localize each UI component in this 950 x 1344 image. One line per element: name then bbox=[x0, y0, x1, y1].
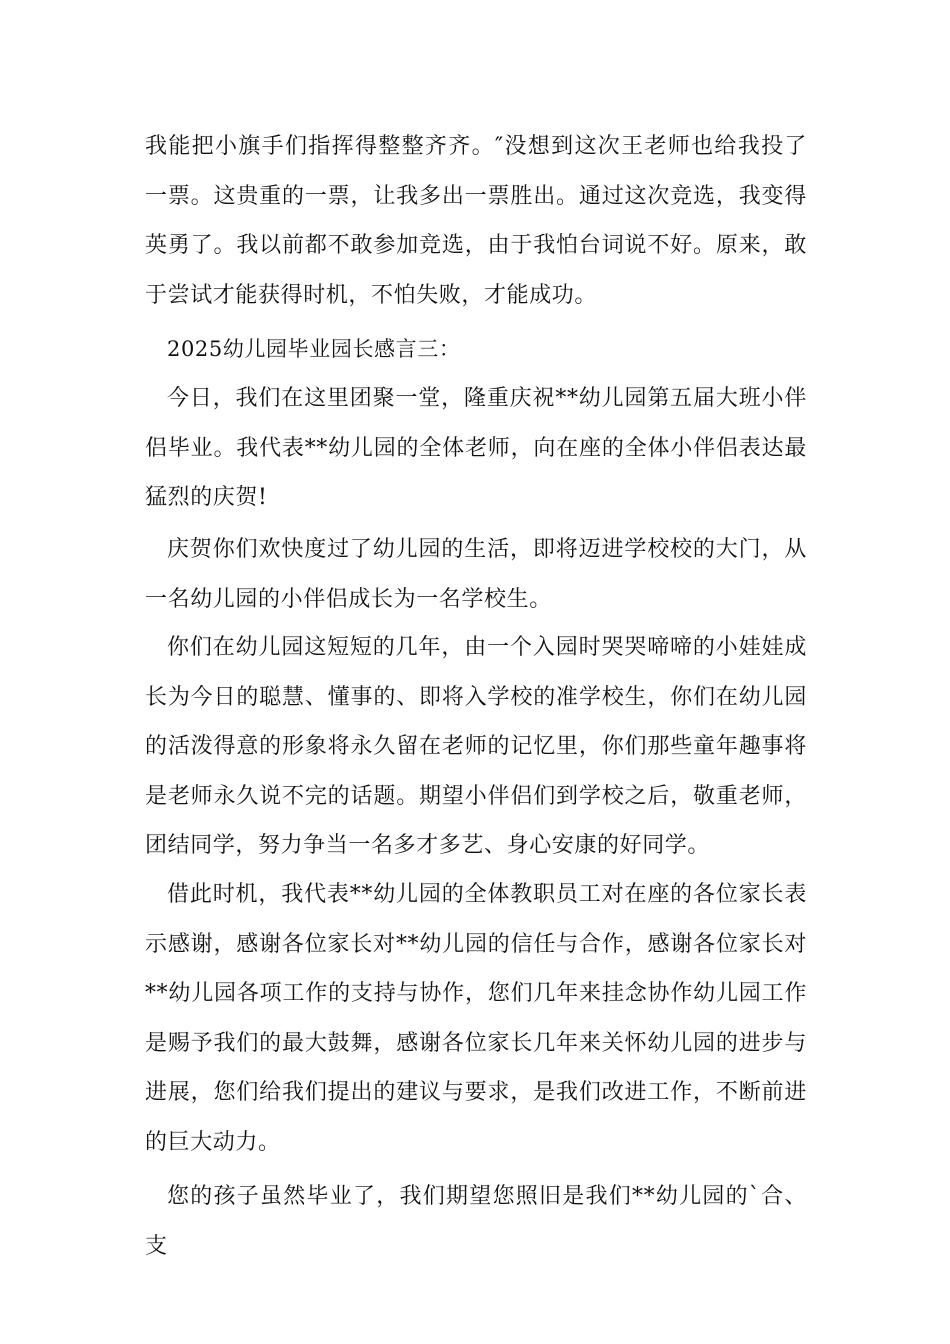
paragraph-memories: 你们在幼儿园这短短的几年，由一个入园时哭哭啼啼的小娃娃成长为今日的聪慧、懂事的、即将入学校的准学校生，你们在幼儿园的活泼得意的形象将永久留在老师的记忆里，你们那些童年趣事将是老师永久说不完的话题。期望小伴侣们到学校之后，敬重老师，团结同学，努力争当一名多才多艺、身心安康的好同学。 bbox=[145, 635, 807, 858]
section-heading: 2025幼儿园毕业园长感言三： bbox=[167, 337, 461, 361]
paragraph-thanks-parents: 借此时机，我代表**幼儿园的全体教职员工对在座的各位家长表示感谢，感谢各位家长对**幼儿园的信任与合作，感谢各位家长对**幼儿园各项工作的支持与协作，您们几年来挂念协作幼儿园工作是赐予我们的最大鼓舞，感谢各位家长几年来关怀幼儿园的进步与进展，您们给我们提出的建议与要求，是我们改进工作，不断前进的巨大动力。 bbox=[145, 882, 807, 1155]
paragraph-congratulations: 庆贺你们欢快度过了幼儿园的生活，即将迈进学校校的大门，从一名幼儿园的小伴侣成长为一名学校生。 bbox=[145, 537, 807, 612]
paragraph-continuation: 我能把小旗手们指挥得整整齐齐。″没想到这次王老师也给我投了一票。这贵重的一票，让我多出一票胜出。通过这次竞选，我变得英勇了。我以前都不敢参加竞选，由于我怕台词说不好。原来，敢于尝试才能获得时机，不怕失败，才能成功。 bbox=[145, 134, 807, 308]
paragraph-graduation-greeting: 今日，我们在这里团聚一堂，隆重庆祝**幼儿园第五届大班小伴侣毕业。我代表**幼儿园的全体老师，向在座的全体小伴侣表达最猛烈的庆贺! bbox=[145, 386, 807, 510]
paragraph-closing: 您的孩子虽然毕业了，我们期望您照旧是我们**幼儿园的`合、支 bbox=[145, 1184, 807, 1259]
